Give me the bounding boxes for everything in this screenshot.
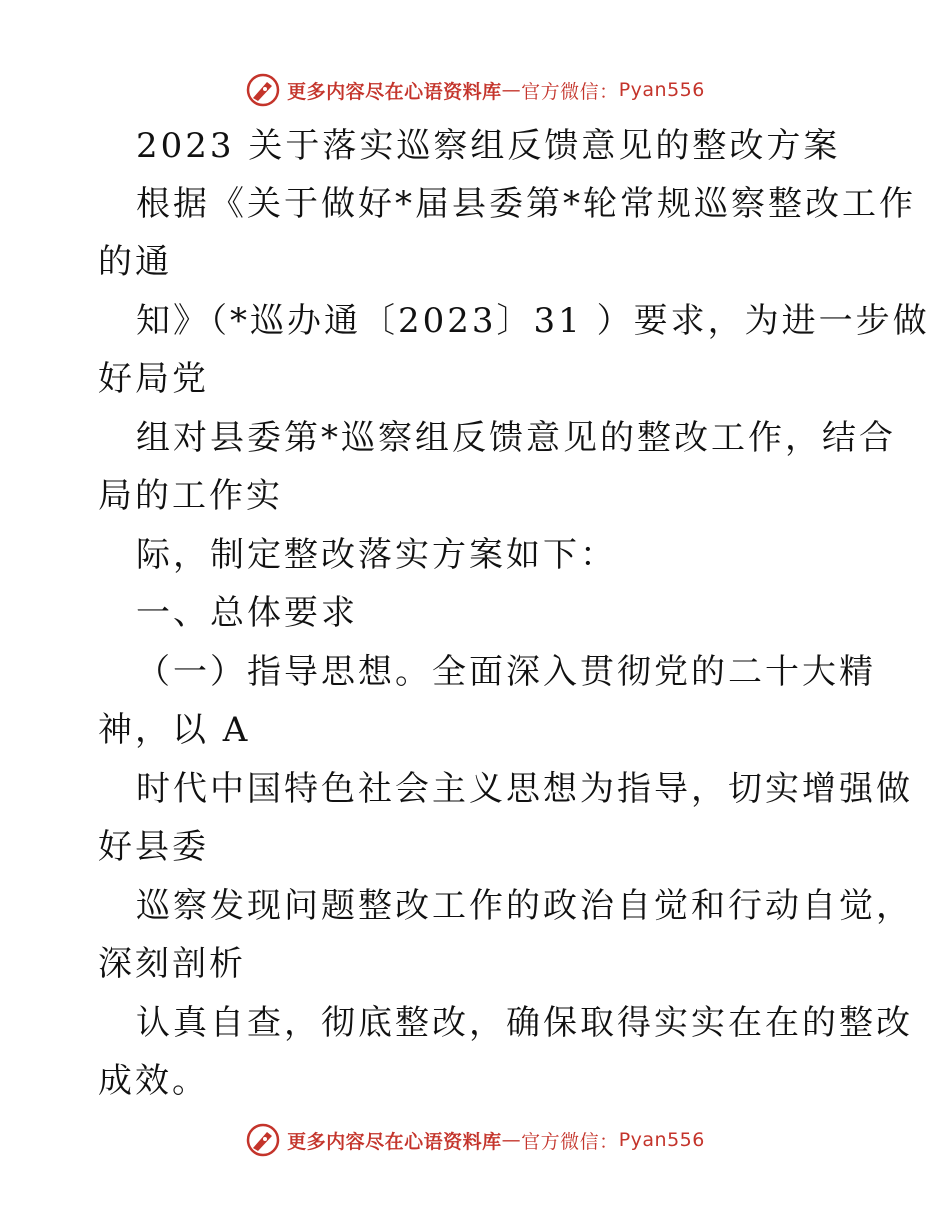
watermark-footer [0,1118,950,1162]
watermark-header [0,68,950,112]
section-heading: 一、总体要求 [136,593,358,633]
watermark-official-label: 官方微信： [521,1130,619,1153]
watermark-dash: — [501,79,522,101]
document-line: 组对县委第*巡察组反馈意见的整改工作，结合 [136,418,896,458]
document-line: 好县委 [98,827,209,867]
document-line: 根据《关于做好*届县委第*轮常规巡察整改工作 [136,184,916,224]
document-line: （一）指导思想。全面深入贯彻党的二十大精 [136,652,876,692]
watermark-wechat-id: Pyan556 [618,79,705,101]
watermark-wechat-id: Pyan556 [618,1129,705,1151]
document-line: 成效。 [98,1061,209,1101]
document-line: 知》（*巡办通〔2023〕31 ）要求，为进一步做 [136,301,930,341]
document-title: 2023 关于落实巡察组反馈意见的整改方案 [136,126,841,166]
watermark-brand-text: 更多内容尽在心语资料库 [287,1130,502,1153]
document-line: 的通 [98,242,172,282]
document-line: 认真自查，彻底整改，确保取得实实在在的整改 [136,1003,913,1043]
document-line: 局的工作实 [98,476,283,516]
watermark-brand-text: 更多内容尽在心语资料库 [287,80,502,103]
watermark-official-label: 官方微信： [521,80,619,103]
document-line: 时代中国特色社会主义思想为指导，切实增强做 [136,769,913,809]
document-line: 好局党 [98,359,209,399]
document-line: 深刻剖析 [98,944,246,984]
document-line: 巡察发现问题整改工作的政治自觉和行动自觉， [136,886,913,926]
pen-nib-logo-icon [245,72,281,108]
pen-nib-logo-icon [245,1122,281,1158]
document-line: 际，制定整改落实方案如下： [136,535,617,575]
watermark-dash: — [501,1129,522,1151]
document-line: 神，以 A [98,710,251,750]
